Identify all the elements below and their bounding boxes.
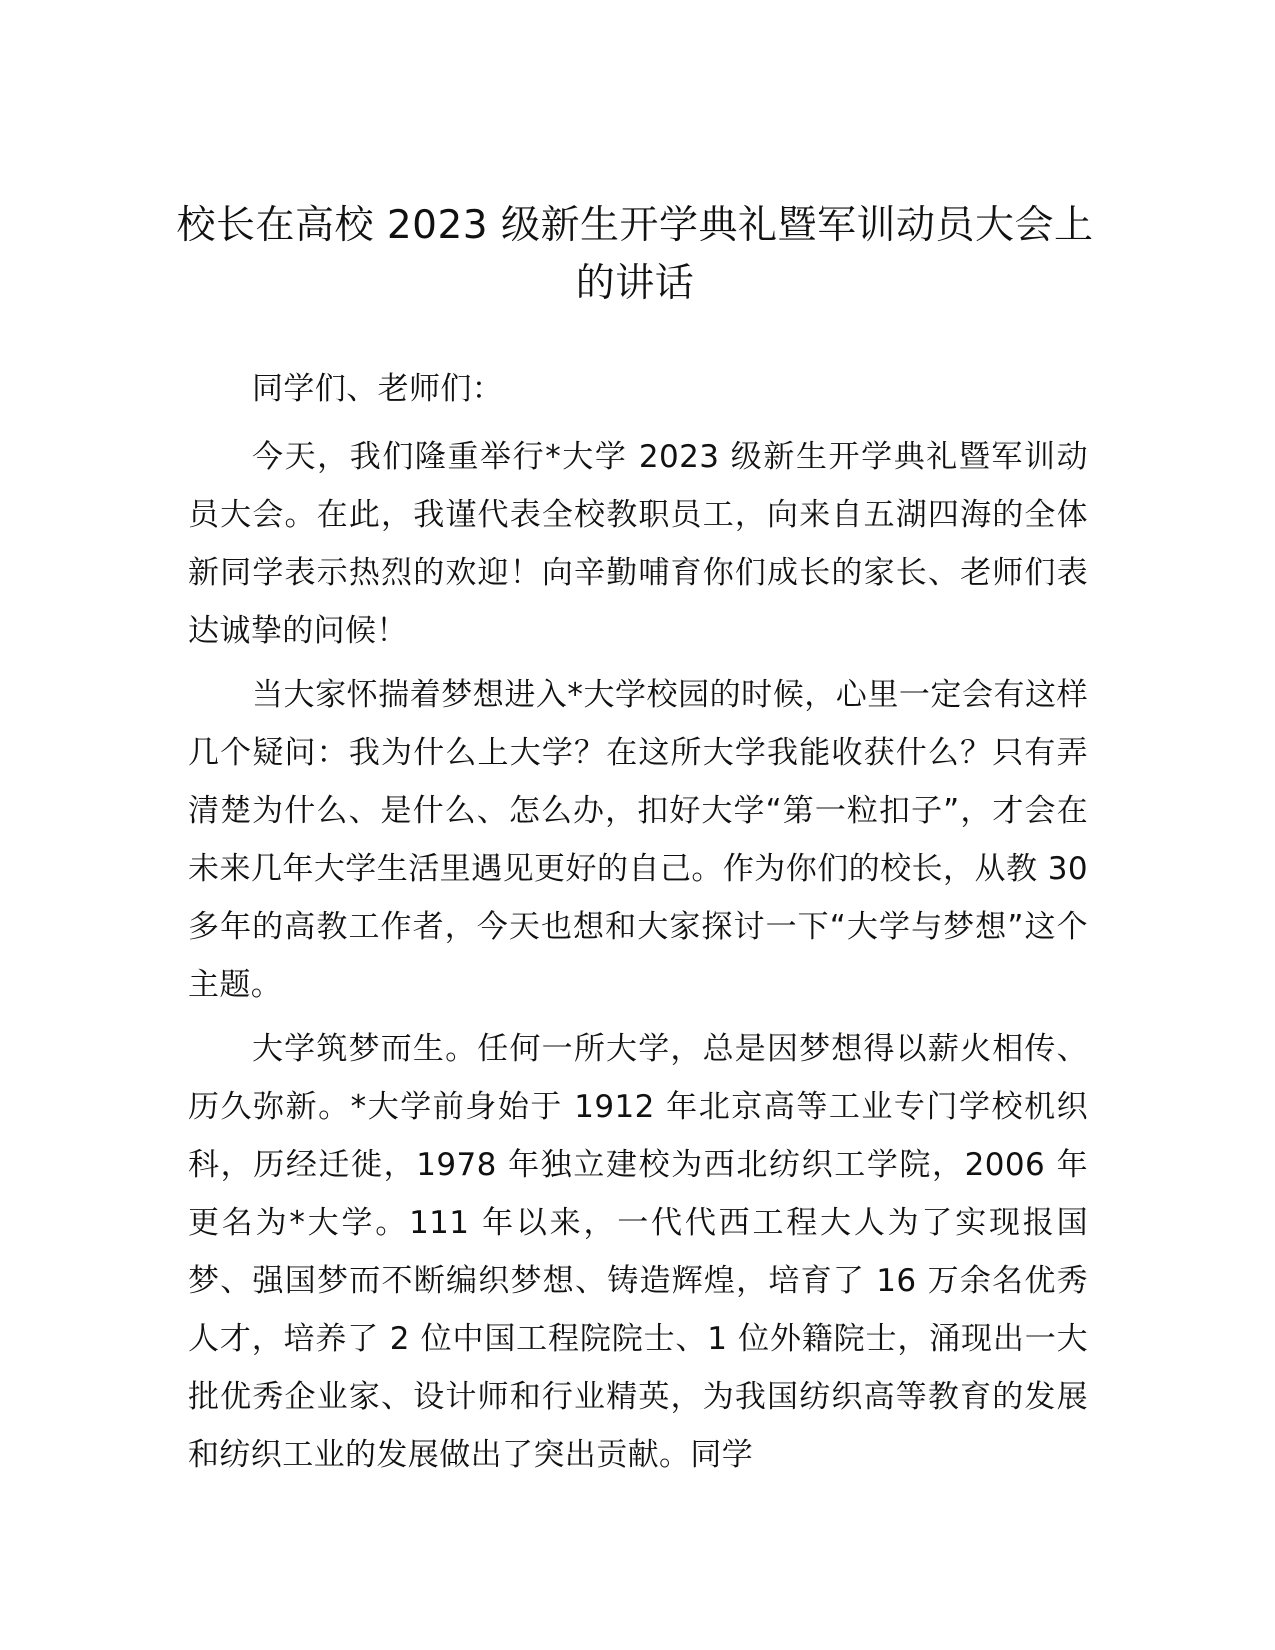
document-title: 校长在高校 2023 级新生开学典礼暨军训动员大会上的讲话 [176,203,1094,306]
welcome-paragraph: 今天，我们隆重举行*大学 2023 级新生开学典礼暨军训动员大会。在此，我谨代表全校教职员工，向来自五湖四海的全体新同学表示热烈的欢迎！向辛勤哺育你们成长的家长、老师们表达诚挚的问候！ [188,439,1088,649]
questions-paragraph: 当大家怀揣着梦想进入*大学校园的时候，心里一定会有这样几个疑问：我为什么上大学？在这所大学我能收获什么？只有弄清楚为什么、是什么、怎么办，扣好大学“第一粒扣子”，才会在未来几年大学生活里遇见更好的自己。作为你们的校长，从教 30 多年的高教工作者，今天也想和大家探讨一下“大学与梦想”这个主题。 [188,677,1088,1003]
history-paragraph: 大学筑梦而生。任何一所大学，总是因梦想得以薪火相传、历久弥新。*大学前身始于 1912 年北京高等工业专门学校机织科，历经迁徙，1978 年独立建校为西北纺织工学院，2006 年更名为*大学。111 年以来，一代代西工程大人为了实现报国梦、强国梦而不断编织梦想、铸造辉煌，培育了 16 万余名优秀人才，培养了 2 位中国工程院院士、1 位外籍院士，涌现出一大批优秀企业家、设计师和行业精英，为我国纺织高等教育的发展和纺织工业的发展做出了突出贡献。同学 [188,1031,1088,1473]
greeting-paragraph: 同学们、老师们： [252,371,504,407]
document-body [188,360,1088,1490]
